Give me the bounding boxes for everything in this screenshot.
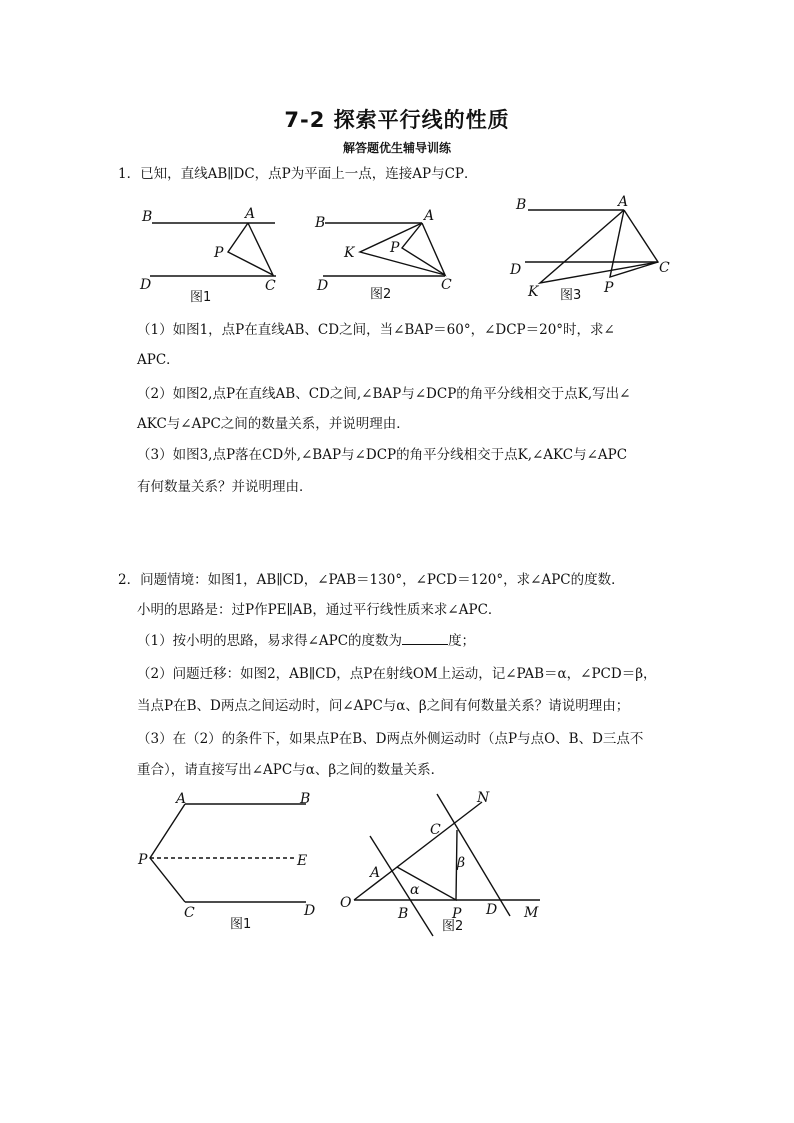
- q2-part1-text: （1）按小明的思路，易求得∠APC的度数为: [137, 633, 403, 649]
- path-apc: [397, 830, 457, 900]
- q1-fig1: [139, 206, 276, 305]
- label-m: M: [524, 905, 539, 921]
- label-beta: β: [457, 855, 466, 871]
- label-b: B: [142, 209, 153, 225]
- label-p: P: [390, 240, 400, 256]
- q1-fig1-caption: 图1: [190, 290, 212, 305]
- label-p: P: [604, 280, 614, 296]
- label-e: E: [297, 853, 308, 869]
- path-apc: [150, 804, 185, 902]
- q1-part1-line1: （1）如图1，点P在直线AB、CD之间，当∠BAP＝60°，∠DCP＝20°时，求∠: [137, 322, 615, 338]
- label-k: K: [528, 284, 539, 300]
- path-akc: [540, 210, 658, 283]
- label-b: B: [516, 197, 527, 213]
- q1-part2-line2: AKC与∠APC之间的数量关系，并说明理由．: [137, 416, 410, 432]
- q1-fig2-caption: 图2: [370, 287, 392, 302]
- q2-part2-line2: 当点P在B、D两点之间运动时，问∠APC与α、β之间有何数量关系？请说明理由；: [137, 698, 630, 714]
- label-a: A: [618, 194, 629, 210]
- label-d: D: [304, 903, 316, 919]
- q1-fig3: [509, 194, 670, 303]
- label-b: B: [315, 215, 326, 231]
- label-c: C: [441, 277, 452, 293]
- label-o: O: [340, 895, 352, 911]
- q1-part2-line1: （2）如图2,点P在直线AB、CD之间,∠BAP与∠DCP的角平分线相交于点K,写出∠: [137, 386, 631, 402]
- label-p: P: [214, 245, 224, 261]
- q2-part2-line1: （2）问题迁移：如图2，AB∥CD，点P在射线OM上运动，记∠PAB＝α，∠PCD＝β，: [137, 666, 657, 682]
- q1-part3-line2: 有何数量关系？并说明理由．: [137, 479, 313, 495]
- label-p: P: [138, 852, 148, 868]
- label-d: D: [140, 277, 152, 293]
- label-p: P: [452, 906, 462, 922]
- q2-part3-line2: 重合），请直接写出∠APC与α、β之间的数量关系．: [137, 762, 445, 778]
- label-c: C: [659, 260, 670, 276]
- page-subtitle: 解答题优生辅导训练: [342, 141, 451, 155]
- label-a: A: [370, 865, 381, 881]
- q2-fig1-caption: 图1: [230, 917, 252, 932]
- answer-blank[interactable]: [402, 631, 448, 645]
- label-d: D: [510, 262, 522, 278]
- label-d: D: [317, 278, 329, 294]
- label-b: B: [398, 906, 409, 922]
- q1-part1-line2: APC．: [137, 352, 180, 368]
- q2-stem: 2．问题情境：如图1，AB∥CD，∠PAB＝130°，∠PCD＝120°，求∠APC的度数．: [118, 572, 625, 588]
- label-c: C: [265, 278, 276, 294]
- label-a: A: [424, 208, 435, 224]
- label-a: A: [176, 791, 187, 807]
- q2-fig1: [137, 791, 315, 932]
- q1-fig3-caption: 图3: [560, 288, 582, 303]
- q1-stem: 1．已知，直线AB∥DC，点P为平面上一点，连接AP与CP．: [118, 166, 478, 182]
- path-apc: [402, 223, 445, 275]
- path-apc: [228, 223, 273, 275]
- q2-part1: [137, 631, 707, 651]
- line-cd: [437, 794, 510, 916]
- label-a: A: [245, 206, 256, 222]
- q2-fig2-caption: 图2: [442, 919, 464, 934]
- q2-figures: [130, 780, 560, 945]
- page-title: 7-2 探索平行线的性质: [284, 108, 510, 132]
- label-n: N: [477, 790, 490, 806]
- q2-part3-line1: （3）在（2）的条件下，如果点P在B、D两点外侧运动时（点P与点O、B、D三点不: [137, 731, 644, 747]
- q2-part1-unit: 度；: [448, 633, 476, 649]
- q2-fig2: [340, 790, 540, 936]
- label-alpha: α: [410, 882, 420, 898]
- q1-figures: [130, 190, 690, 310]
- q1-part3-line1: （3）如图3,点P落在CD外,∠BAP与∠DCP的角平分线相交于点K,∠AKC与∠APC: [137, 447, 628, 463]
- label-c: C: [430, 822, 441, 838]
- label-k: K: [344, 245, 355, 261]
- label-b: B: [300, 791, 311, 807]
- label-d: D: [486, 902, 498, 918]
- q1-fig2: [314, 208, 452, 302]
- label-c: C: [184, 905, 195, 921]
- q2-idea: 小明的思路是：过P作PE∥AB，通过平行线性质来求∠APC．: [137, 602, 502, 618]
